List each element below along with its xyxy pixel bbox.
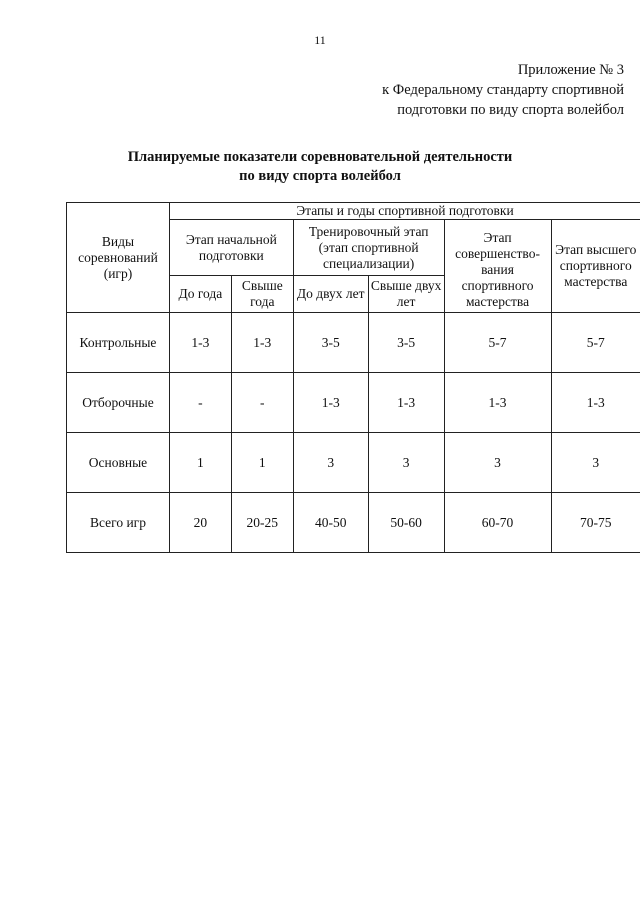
competition-indicators-table: [66, 202, 640, 553]
table-cell: 1-3: [293, 373, 368, 433]
table-cell: 1-3: [444, 373, 551, 433]
row-label: Всего игр: [67, 493, 170, 553]
table-row: [67, 313, 640, 373]
document-title: [0, 148, 640, 186]
subheader-initial-2: Свыше года: [231, 276, 293, 313]
table-cell: -: [231, 373, 293, 433]
table-cell: 1-3: [368, 373, 444, 433]
table-cell: 40-50: [293, 493, 368, 553]
stage-higher-label: Этап высшего спортивного мастерства: [555, 242, 637, 289]
table-cell: 3: [368, 433, 444, 493]
table-cell: 3: [551, 433, 640, 493]
table-row: [67, 493, 640, 553]
row-label: Основные: [67, 433, 170, 493]
group-header-label: Этапы и годы спортивной подготовки: [296, 203, 514, 218]
stage-improvement-header: [444, 220, 551, 313]
table-cell: 1: [169, 433, 231, 493]
table-cell: 5-7: [444, 313, 551, 373]
table-cell: 3: [444, 433, 551, 493]
table-cell: 3-5: [293, 313, 368, 373]
table-cell: 1-3: [231, 313, 293, 373]
table-cell: -: [169, 373, 231, 433]
table-cell: 3: [293, 433, 368, 493]
table-cell: 1-3: [551, 373, 640, 433]
subheader-training-1: До двух лет: [293, 276, 368, 313]
table-cell: 70-75: [551, 493, 640, 553]
row-label: Контрольные: [67, 313, 170, 373]
subheader-training-2: Свыше двух лет: [368, 276, 444, 313]
appendix-line-1: Приложение № 3: [517, 62, 624, 78]
table-cell: 1-3: [169, 313, 231, 373]
stage-training-header: [293, 220, 444, 276]
document-title-line-1: Планируемые показатели соревновательной деятельности: [127, 149, 513, 165]
table-cell: 3-5: [368, 313, 444, 373]
stage-higher-header: [551, 220, 640, 313]
row-header-label: Виды соревнований (игр): [78, 233, 158, 281]
table-cell: 50-60: [368, 493, 444, 553]
stage-initial-label: Этап начальной подготовки: [185, 231, 277, 263]
appendix-line-3: подготовки по виду спорта волейбол: [397, 102, 624, 118]
table-row: [67, 373, 640, 433]
table-cell: 5-7: [551, 313, 640, 373]
subheader-initial-1: До года: [169, 276, 231, 313]
table-cell: 20-25: [231, 493, 293, 553]
appendix-header: [382, 60, 624, 120]
table-cell: 1: [231, 433, 293, 493]
page-number: 11: [314, 33, 326, 47]
table-row: [67, 433, 640, 493]
table-cell: 20: [169, 493, 231, 553]
row-label: Отборочные: [67, 373, 170, 433]
table-cell: 60-70: [444, 493, 551, 553]
appendix-line-2: к Федеральному стандарту спортивной: [382, 82, 624, 98]
stage-initial-header: [169, 220, 293, 276]
document-title-line-2: по виду спорта волейбол: [239, 168, 401, 184]
stage-training-label: Тренировочный этап (этап спортивной специализации): [308, 223, 429, 271]
stage-improvement-label: Этап совершенство- вания спортивного мастерства: [455, 230, 540, 309]
group-header-cell: [169, 203, 640, 220]
row-header-cell: [67, 203, 170, 313]
